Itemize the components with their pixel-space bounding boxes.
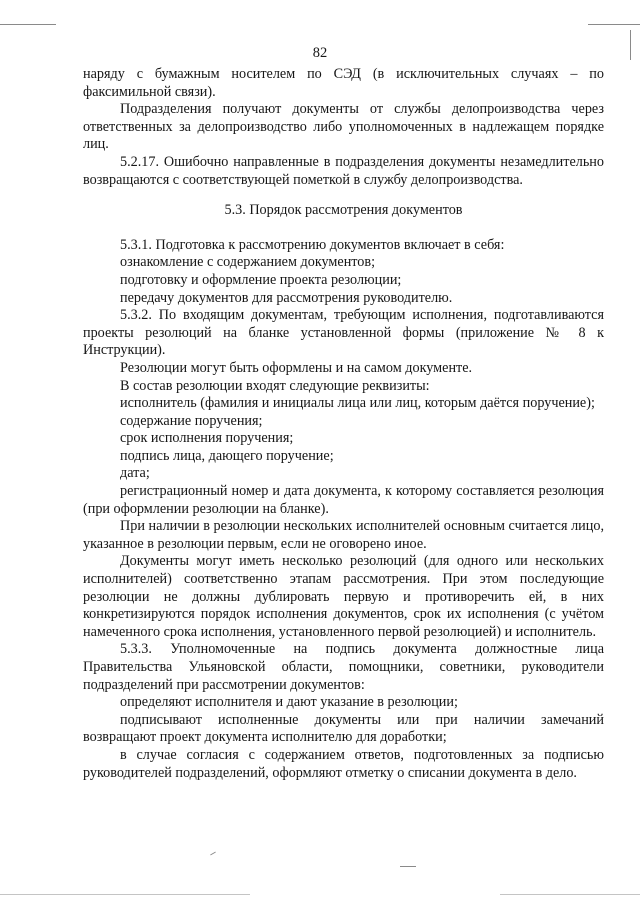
list-item: регистрационный номер и дата документа, к которому составляется резолюция (при оформлении резолюции на бланке). — [83, 483, 604, 517]
list-item: передачу документов для рассмотрения руководителю. — [120, 289, 453, 306]
paragraph: 5.3.2. По входящим документам, требующим исполнения, подготавливаются проекты резолюций на бланке установленной формы (приложение № 8 к Инструкции). — [83, 307, 604, 359]
list-item: подписывают исполненные документы или при наличии замечаний возвращают проект документа исполнителю для доработки; — [83, 711, 604, 746]
section-heading: 5.3. Порядок рассмотрения документов — [224, 202, 463, 219]
list-item: дата; — [120, 465, 150, 482]
page-number: 82 — [312, 45, 328, 61]
list-item: ознакомление с содержанием документов; — [120, 254, 376, 271]
scan-speck — [210, 852, 216, 856]
scan-edge-mark — [500, 894, 640, 895]
scan-edge-mark — [588, 24, 640, 25]
scan-speck — [400, 866, 416, 867]
list-item: срок исполнения поручения; — [120, 430, 294, 447]
scan-edge-mark — [0, 24, 56, 25]
list-item: подготовку и оформление проекта резолюции; — [120, 271, 402, 288]
list-item: в случае согласия с содержанием ответов, подготовленных за подписью руководителей подразделений, оформляют отметку о списании документа в дело. — [83, 746, 604, 781]
paragraph: 5.3.3. Уполномоченные на подпись документа должностные лица Правительства Ульяновской области, помощники, советники, руководители подразделений при рассмотрении документов: — [83, 641, 604, 693]
list-item: подпись лица, дающего поручение; — [120, 447, 334, 464]
paragraph: 5.2.17. Ошибочно направленные в подразделения документы незамедлительно возвращаются с соответствующей пометкой в службу делопроизводства. — [83, 153, 604, 188]
paragraph: В состав резолюции входят следующие реквизиты: — [120, 377, 430, 394]
paragraph: Подразделения получают документы от службы делопроизводства через ответственных за делопроизводство либо уполномоченных в надлежащем порядке лиц. — [83, 101, 604, 153]
paragraph: 5.3.1. Подготовка к рассмотрению документов включает в себя: — [120, 236, 505, 253]
list-item: содержание поручения; — [120, 412, 263, 429]
paragraph: наряду с бумажным носителем по СЭД (в исключительных случаях – по факсимильной связи). — [83, 66, 604, 100]
paragraph: При наличии в резолюции нескольких исполнителей основным считается лицо, указанное в резолюции первым, если не оговорено иное. — [83, 518, 604, 552]
list-item: исполнитель (фамилия и инициалы лица или лиц, которым даётся поручение); — [120, 395, 595, 412]
scan-edge-mark — [0, 894, 250, 895]
paragraph: Документы могут иметь несколько резолюций (для одного или нескольких исполнителей) соответственно этапам рассмотрения. При этом последующие резолюции не должны дублировать первую и противоречить ей, в них конкретизируются порядок исполнения документов, срок их исполнения (с учётом намеченного срока исполнения, установленного первой резолюцией) и исполнитель. — [83, 553, 604, 640]
list-item: определяют исполнителя и дают указание в резолюции; — [120, 694, 458, 711]
document-body — [83, 66, 604, 782]
paragraph: Резолюции могут быть оформлены и на самом документе. — [120, 359, 473, 376]
